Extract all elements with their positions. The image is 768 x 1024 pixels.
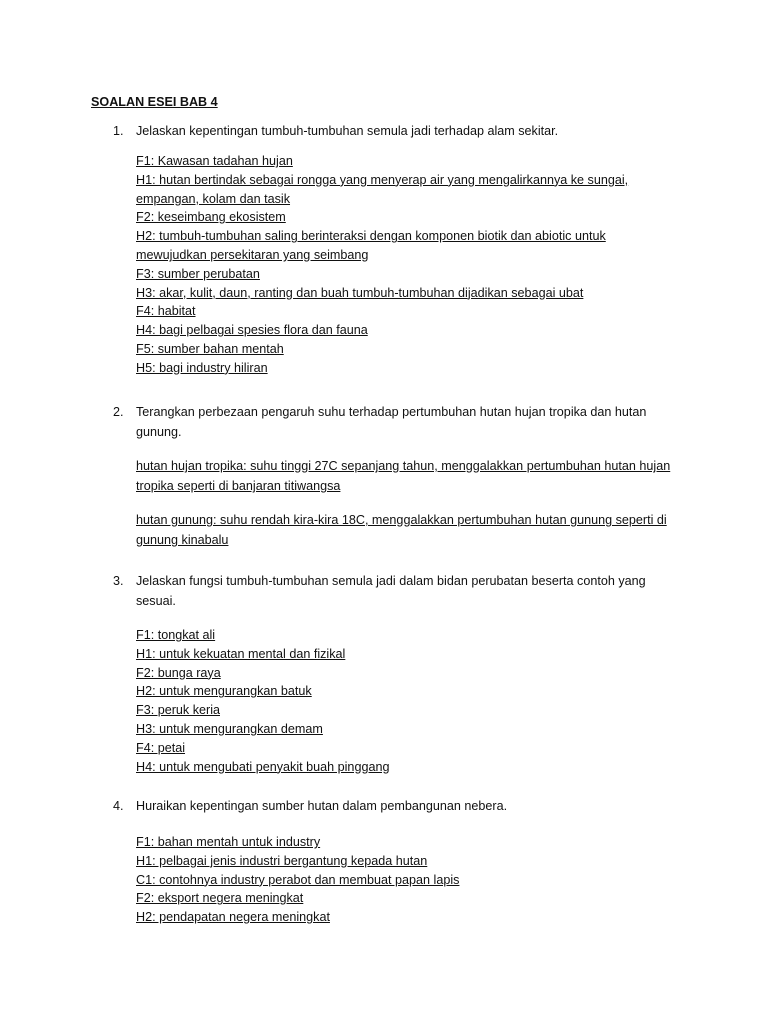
answer-line: F2: eksport negera meningkat [136,891,304,906]
answer-line: H1: untuk kekuatan mental dan fizikal [136,646,346,661]
answer-line: H4: bagi pelbagai spesies flora dan fauna [136,323,368,338]
answer-paragraph [136,456,693,496]
answer-line: H2: pendapatan negera meningkat [136,910,330,925]
question-text-line: Terangkan perbezaan pengaruh suhu terhadap pertumbuhan hutan hujan tropika dan hutan [136,405,647,419]
question-1-header [113,121,693,141]
question-4-header [113,796,693,816]
answer-line: gunung kinabalu [136,533,229,547]
question-2 [113,402,693,550]
question-3-header [113,571,693,611]
question-number: 3. [113,574,124,588]
answer-line: hutan hujan tropika: suhu tinggi 27C sepanjang tahun, menggalakkan pertumbuhan hutan hujan [136,459,671,473]
question-3 [113,571,693,776]
question-text-line: sesuai. [136,594,176,608]
answer-line: F5: sumber bahan mentah [136,341,284,356]
document-title: SOALAN ESEI BAB 4 [91,95,218,109]
answer-line: empangan, kolam dan tasik [136,191,291,206]
answer-list [136,833,693,927]
question-2-header [113,402,693,442]
answer-line: H4: untuk mengubati penyakit buah pinggang [136,759,390,774]
question-text-line: Jelaskan fungsi tumbuh-tumbuhan semula jadi dalam bidan perubatan beserta contoh yang [136,574,646,588]
answer-line: H1: hutan bertindak sebagai rongga yang menyerap air yang mengalirkannya ke sungai, [136,172,629,187]
answer-line: H1: pelbagai jenis industri bergantung kepada hutan [136,853,428,868]
question-1 [113,121,693,378]
answer-line: mewujudkan persekitaran yang seimbang [136,247,369,262]
answer-line: H3: untuk mengurangkan demam [136,721,323,736]
answer-line: H2: untuk mengurangkan batuk [136,684,312,699]
answer-list [136,626,693,776]
answer-line: C1: contohnya industry perabot dan membuat papan lapis [136,872,460,887]
answer-line: F2: keseimbang ekosistem [136,210,286,225]
question-text [136,571,693,611]
question-number: 4. [113,799,124,813]
question-number: 1. [113,124,124,138]
answer-line: F3: peruk keria [136,703,220,718]
answer-line: F1: tongkat ali [136,628,216,642]
answer-line: H5: bagi industry hiliran [136,360,268,375]
question-number: 2. [113,405,124,419]
question-text [136,402,693,442]
question-4 [113,796,693,927]
question-text-line: gunung. [136,425,182,439]
answer-line: H3: akar, kulit, daun, ranting dan buah tumbuh-tumbuhan dijadikan sebagai ubat [136,285,584,300]
question-text: Jelaskan kepentingan tumbuh-tumbuhan semula jadi terhadap alam sekitar. [136,124,559,138]
answer-line: F1: bahan mentah untuk industry [136,835,321,849]
answer-line: H2: tumbuh-tumbuhan saling berinteraksi dengan komponen biotik dan abiotic untuk [136,229,606,244]
answer-line: F4: habitat [136,304,196,319]
answer-line: F3: sumber perubatan [136,266,260,281]
answer-list [136,152,693,378]
question-text: Huraikan kepentingan sumber hutan dalam pembangunan nebera. [136,799,508,813]
answer-paragraph [136,510,693,550]
answer-line: F2: bunga raya [136,665,221,680]
answer-line: F4: petai [136,740,186,755]
answer-line: F1: Kawasan tadahan hujan [136,154,293,168]
answer-line: tropika seperti di banjaran titiwangsa [136,479,341,493]
answer-line: hutan gunung: suhu rendah kira-kira 18C, menggalakkan pertumbuhan hutan gunung seperti di [136,513,667,527]
